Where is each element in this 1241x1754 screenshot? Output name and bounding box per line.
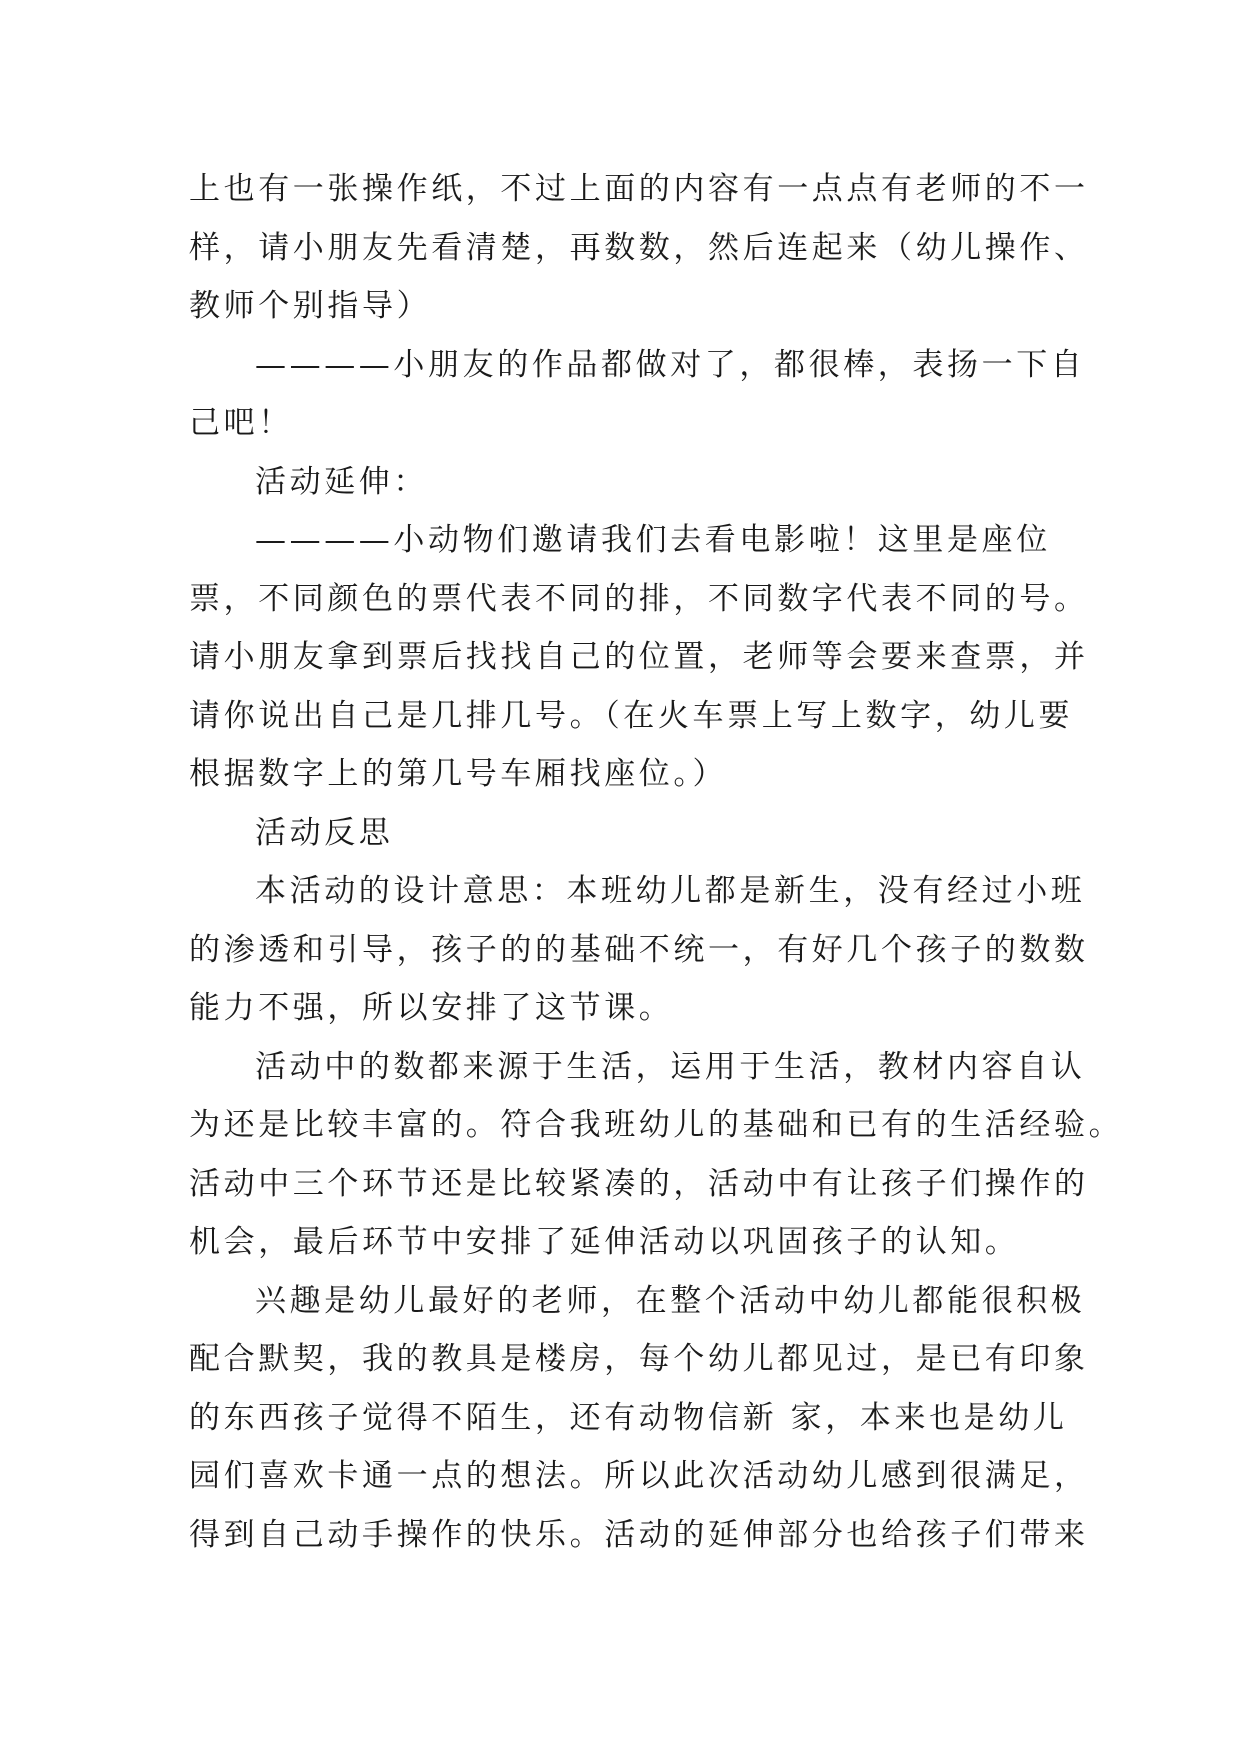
text-line: 请小朋友拿到票后找找自己的位置，老师等会要来查票，并 bbox=[189, 639, 1089, 675]
text-line: 为还是比较丰富的。符合我班幼儿的基础和已有的生活经验。 bbox=[189, 1107, 1124, 1143]
text-line: 活动中的数都来源于生活，运用于生活，教材内容自认 bbox=[255, 1048, 1086, 1085]
text-line: 活动反思 bbox=[255, 814, 394, 851]
text-line: ————小朋友的作品都做对了，都很棒，表扬一下自 bbox=[255, 346, 1086, 383]
text-line: 上也有一张操作纸，不过上面的内容有一点点有老师的不一 bbox=[189, 171, 1089, 207]
text-line: 园们喜欢卡通一点的想法。所以此次活动幼儿感到很满足， bbox=[189, 1458, 1089, 1494]
text-line: 的渗透和引导，孩子的的基础不统一，有好几个孩子的数数 bbox=[189, 931, 1089, 968]
text-line: 得到自己动手操作的快乐。活动的延伸部分也给孩子们带来 bbox=[189, 1516, 1089, 1553]
text-line: 能力不强，所以安排了这节课。 bbox=[189, 990, 674, 1026]
text-line: 活动中三个环节还是比较紧凑的，活动中有让孩子们操作的 bbox=[189, 1165, 1089, 1202]
text-line: 样，请小朋友先看清楚，再数数，然后连起来（幼儿操作、 bbox=[189, 229, 1089, 266]
text-line: 根据数字上的第几号车厢找座位。） bbox=[189, 756, 728, 792]
text-line: 活动延伸： bbox=[255, 463, 428, 500]
text-line: 己吧！ bbox=[189, 405, 293, 441]
text-line: 票，不同颜色的票代表不同的排，不同数字代表不同的号。 bbox=[189, 580, 1089, 617]
text-line: 配合默契，我的教具是楼房，每个幼儿都见过，是已有印象 bbox=[189, 1341, 1089, 1377]
document-body bbox=[189, 160, 1124, 1564]
text-line: 请你说出自己是几排几号。（在火车票上写上数字，幼儿要 bbox=[189, 697, 1074, 734]
text-line: 本活动的设计意思：本班幼儿都是新生，没有经过小班 bbox=[255, 873, 1086, 909]
text-line: 教师个别指导） bbox=[189, 288, 432, 324]
text-line: 兴趣是幼儿最好的老师，在整个活动中幼儿都能很积极 bbox=[255, 1282, 1086, 1319]
text-line: 机会，最后环节中安排了延伸活动以巩固孩子的认知。 bbox=[189, 1224, 1020, 1260]
text-line: 的东西孩子觉得不陌生，还有动物信新 家，本来也是幼儿 bbox=[189, 1399, 1068, 1436]
text-line: ————小动物们邀请我们去看电影啦！这里是座位 bbox=[255, 522, 1051, 558]
